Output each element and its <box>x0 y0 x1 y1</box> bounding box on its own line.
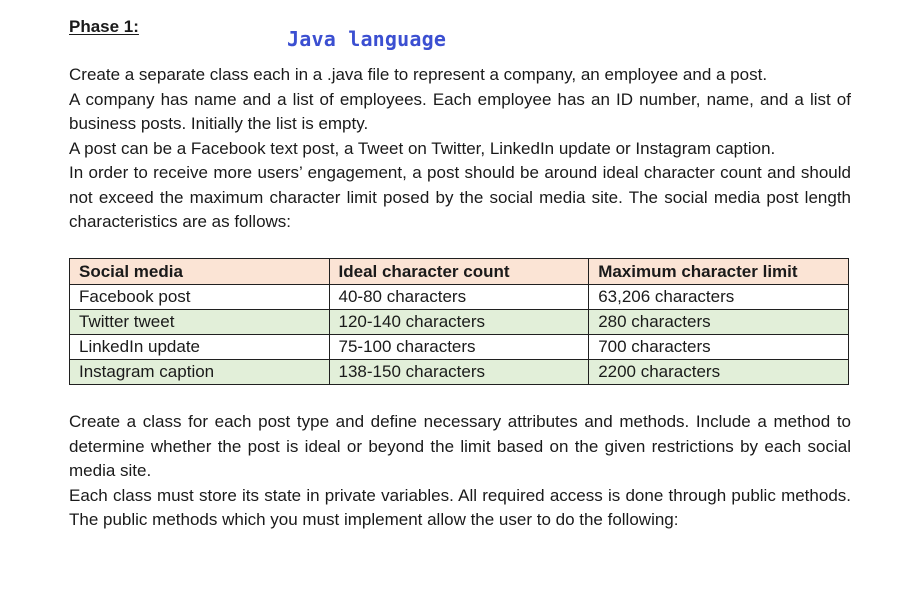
cell-platform: Facebook post <box>70 285 330 310</box>
cell-ideal: 120-140 characters <box>329 310 589 335</box>
cell-platform: LinkedIn update <box>70 335 330 360</box>
table-row <box>70 285 849 310</box>
language-title: Java language <box>287 27 447 51</box>
cell-ideal: 75-100 characters <box>329 335 589 360</box>
table-row <box>70 360 849 385</box>
cell-max: 700 characters <box>589 335 849 360</box>
cell-max: 280 characters <box>589 310 849 335</box>
outro-paragraph-2: Each class must store its state in private variables. All required access is done through public methods. The public methods which you must implement allow the user to do the following: <box>69 485 851 529</box>
table-row <box>70 335 849 360</box>
cell-max: 2200 characters <box>589 360 849 385</box>
header-ideal-count: Ideal character count <box>329 259 589 285</box>
table-row <box>70 310 849 335</box>
social-media-limits-table <box>69 258 849 385</box>
cell-ideal: 138-150 characters <box>329 360 589 385</box>
header-max-limit: Maximum character limit <box>589 259 849 285</box>
phase-heading: Phase 1: <box>69 17 139 36</box>
intro-paragraph-1: Create a separate class each in a .java file to represent a company, an employee and a post. <box>69 65 768 84</box>
intro-paragraph-3: A post can be a Facebook text post, a Tweet on Twitter, LinkedIn update or Instagram caption. <box>69 138 776 158</box>
cell-platform: Twitter tweet <box>70 310 330 335</box>
cell-ideal: 40-80 characters <box>329 285 589 310</box>
intro-section <box>69 63 851 235</box>
intro-paragraph-4: In order to receive more users’ engagement, a post should be around ideal character count and should not exceed the maximum character limit posed by the social media site. The social media post length characteristics are as follows: <box>69 163 851 231</box>
header-social-media: Social media <box>70 259 330 285</box>
outro-paragraph-1: Create a class for each post type and define necessary attributes and methods. Include a method to determine whether the post is ideal or beyond the limit based on the given restrictions by each social media site. <box>69 412 851 480</box>
outro-section <box>69 410 851 533</box>
intro-paragraph-2: A company has name and a list of employees. Each employee has an ID number, name, and a list of business posts. Initially the list is empty. <box>69 89 851 133</box>
cell-max: 63,206 characters <box>589 285 849 310</box>
table-header-row <box>70 259 849 285</box>
cell-platform: Instagram caption <box>70 360 330 385</box>
